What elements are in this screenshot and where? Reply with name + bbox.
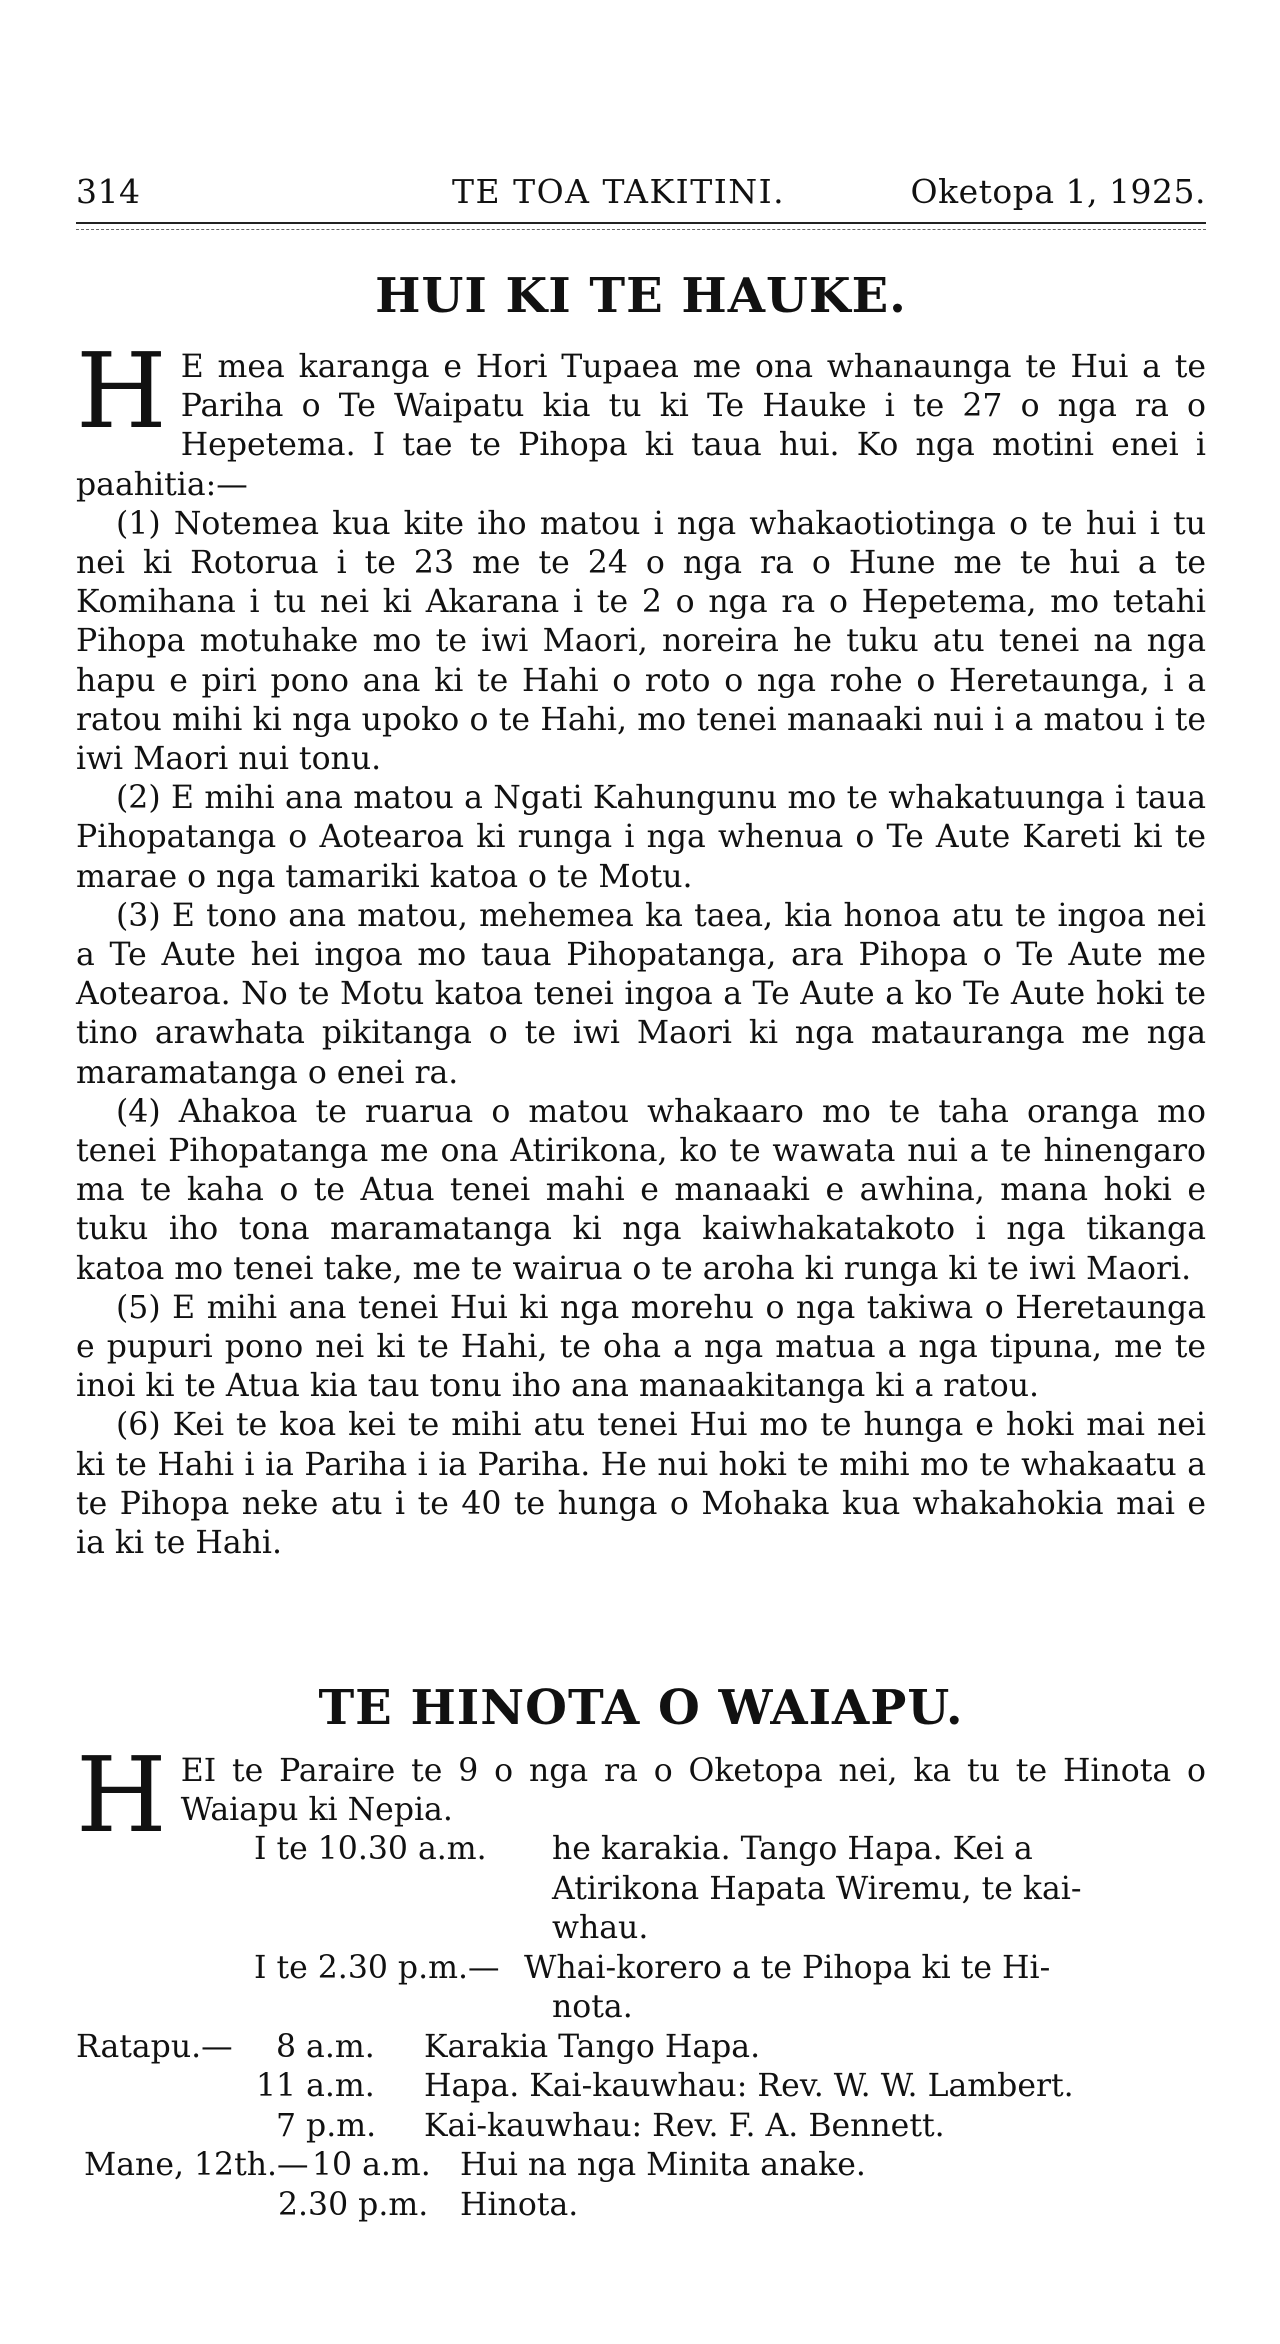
article-heading-hinota: TE HINOTA O WAIAPU. [318,1680,964,1736]
schedule-event: Hui na nga Minita anake. [460,2147,866,2183]
schedule-row [76,1949,1206,1989]
drop-cap: H [76,1734,167,1856]
header-rule-dashed [76,229,1206,230]
issue-date: Oketopa 1, 1925. [910,172,1206,211]
motion-6: (6) Kei te koa kei te mihi atu tenei Hui mo te hunga e hoki mai nei ki te Hahi i ia Pariha i ia Pariha. He nui hoki te mihi mo te whakaatu a te Pihopa neke atu i te 40 te hunga o Mohaka kua whakahokia mai e ia ki te Hahi. [76,1407,1206,1562]
intro-text: E mea karanga e Hori Tupaea me ona whanaunga te Hui a te Pariha o Te Waipatu kia tu ki Te Hauke i te 27 o nga ra o Hepetema. I tae te Pihopa ki taua hui. Ko nga motini enei i paahitia:— [76,349,1206,503]
schedule-time: 10 a.m. [312,2147,431,2183]
schedule-row [76,2067,1206,2107]
schedule-event: Hinota. [460,2186,579,2223]
article-intro [76,330,1206,505]
schedule-row [76,2107,1206,2147]
motion-4: (4) Ahakoa te ruarua o matou whakaaro mo te taha oranga mo tenei Pihopatanga me ona Atirikona, ko te wawata nui a te hinengaro ma te kaha o te Atua tenei mahi e manaaki e awhina, mana hoki e tuku iho tona maramatanga ki nga kaiwhakatakoto i nga tikanga katoa mo tenei take, me te wairua o te aroha ki runga ki te iwi Maori. [76,1093,1206,1287]
article-body-hui [76,330,1206,1563]
schedule-time: 7 p.m. [276,2107,377,2144]
drop-cap: H [76,330,167,452]
publication-title: TE TOA TAKITINI. [452,172,786,211]
schedule-time: I te 10.30 a.m. [254,1831,487,1867]
schedule-event: whau. [552,1910,649,1946]
schedule-time: I te 2.30 p.m.— [254,1949,500,1986]
synod-schedule [76,1830,1206,2225]
header-rule [76,222,1206,224]
schedule-event: Whai-korero a te Pihopa ki te Hi- [524,1949,1051,1986]
schedule-row [76,2146,1206,2186]
motion-3: (3) E tono ana matou, mehemea ka taea, kia honoa atu te ingoa nei a Te Aute hei ingoa mo taua Pihopatanga, ara Pihopa o Te Aute me Aotearoa. No te Motu katoa tenei ingoa a Te Aute a ko Te Aute hoki te tino arawhata pikitanga o te iwi Maori ki nga matauranga me nga maramatanga o enei ra. [76,897,1206,1091]
schedule-event: Karakia Tango Hapa. [424,2028,761,2065]
article-heading-hui: HUI KI TE HAUKE. [375,268,907,324]
schedule-row [76,1830,1206,1870]
schedule-event: Hapa. Kai-kauwhau: Rev. W. W. Lambert. [424,2068,1074,2104]
schedule-time: 11 a.m. [256,2068,375,2104]
running-header [76,172,1206,218]
schedule-row [76,2028,1206,2068]
page-number: 314 [76,172,141,211]
schedule-event: he karakia. Tango Hapa. Kei a [552,1831,1033,1867]
schedule-row-cont [76,1988,1206,2028]
schedule-event: Atirikona Hapata Wiremu, te kai- [552,1870,1082,1907]
schedule-time: 8 a.m. [276,2028,375,2065]
motion-1: (1) Notemea kua kite iho matou i nga whakaotiotinga o te hui i tu nei ki Rotorua i te 23 me te 24 o nga ra o Hune me te hui a te Komihana i tu nei ki Akarana i te 2 o nga ra o Hepetema, mo tetahi Pihopa motuhake mo te iwi Maori, noreira he tuku atu tenei na nga hapu e piri pono ana ki te Hahi o roto o nga rohe o Heretaunga, i a ratou mihi ki nga upoko o te Hahi, mo tenei manaaki nui i a matou i te iwi Maori nui tonu. [76,505,1206,778]
schedule-row-cont [76,1870,1206,1910]
schedule-row [76,2186,1206,2226]
motion-5: (5) E mihi ana tenei Hui ki nga morehu o nga takiwa o Heretaunga e pupuri pono nei ki te Hahi, te oha a nga matua a nga tipuna, me te inoi ki te Atua kia tau tonu iho ana manaakitanga ki a ratou. [76,1289,1206,1405]
schedule-day: Ratapu.— [76,2028,233,2065]
motion-2: (2) E mihi ana matou a Ngati Kahungunu mo te whakatuunga i taua Pihopatanga o Aotearoa ki runga i nga whenua o Te Aute Kareti ki te marae o nga tamariki katoa o te Motu. [76,780,1206,895]
schedule-day: Mane, 12th.— [84,2147,309,2183]
schedule-row-cont [76,1909,1206,1949]
schedule-event: Kai-kauwhau: Rev. F. A. Bennett. [424,2107,945,2144]
intro-text: EI te Paraire te 9 o nga ra o Oketopa nei, ka tu te Hinota o Waiapu ki Nepia. [180,1753,1206,1829]
schedule-event: nota. [552,1989,633,2025]
schedule-time: 2.30 p.m. [278,2186,429,2223]
